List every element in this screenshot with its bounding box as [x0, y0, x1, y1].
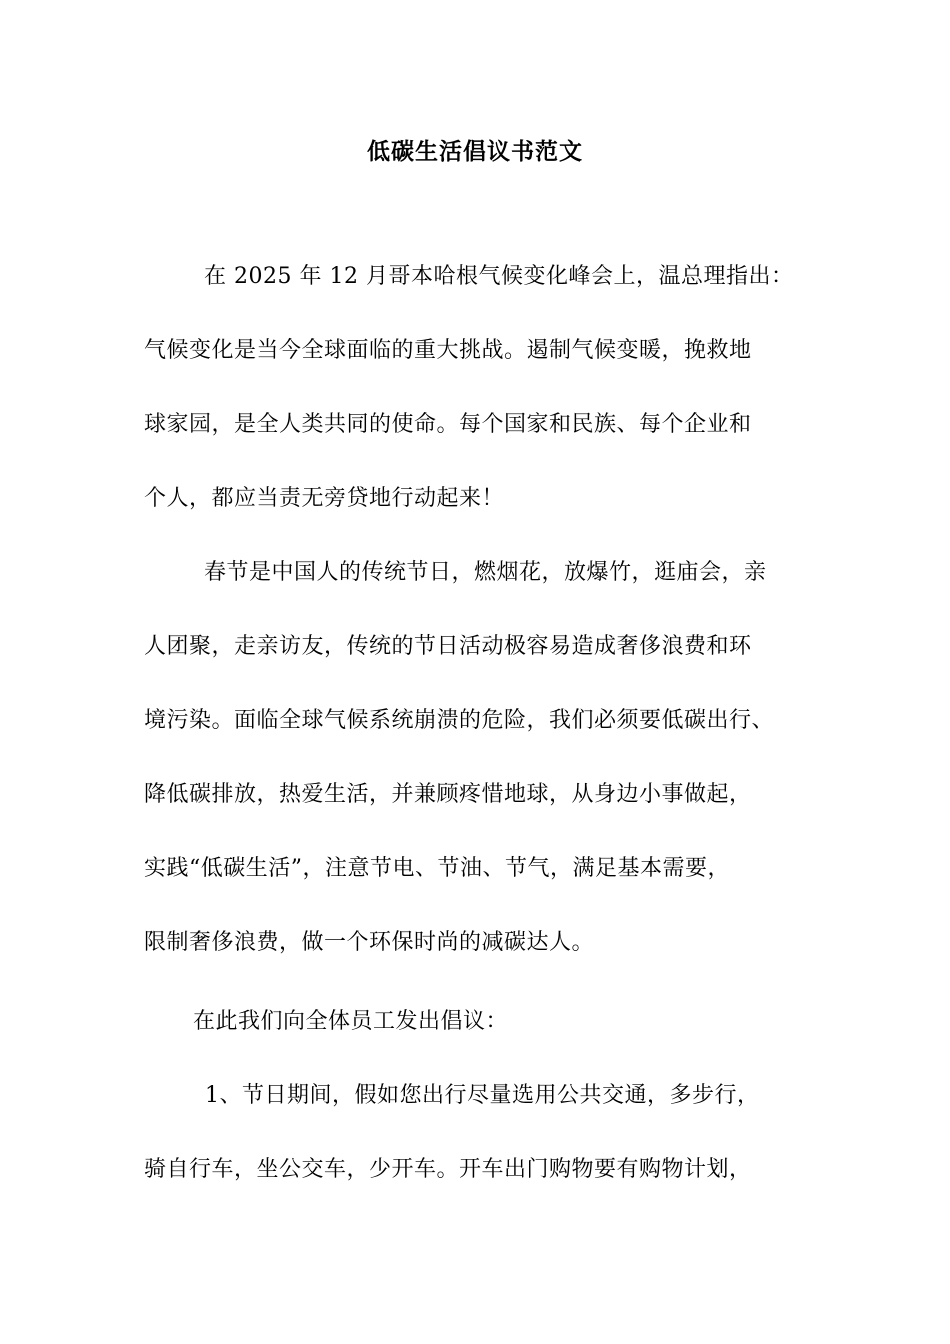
paragraph-line: 降低碳排放，热爱生活，并兼顾疼惜地球，从身边小事做起，: [144, 782, 752, 807]
paragraph-line: 骑自行车，坐公交车，少开车。开车出门购物要有购物计划，: [144, 1157, 752, 1182]
document-title: 低碳生活倡议书范文: [367, 138, 583, 165]
paragraph-line: 球家园，是全人类共同的使命。每个国家和民族、每个企业和: [144, 412, 752, 437]
paragraph-line: 个人，都应当责无旁贷地行动起来！: [144, 486, 505, 511]
paragraph-line: 春节是中国人的传统节日，燃烟花，放爆竹，逛庙会，亲: [204, 560, 767, 585]
paragraph-line: 实践“低碳生活”，注意节电、节油、节气，满足基本需要，: [144, 856, 730, 881]
paragraph-line: 限制奢侈浪费，做一个环保时尚的减碳达人。: [144, 930, 595, 955]
paragraph-line: 境污染。面临全球气候系统崩溃的危险，我们必须要低碳出行、: [144, 708, 775, 733]
paragraph-line: 气候变化是当今全球面临的重大挑战。遏制气候变暖，挽救地: [144, 338, 752, 363]
paragraph-line: 1、节日期间，假如您出行尽量选用公共交通，多步行，: [205, 1083, 760, 1108]
paragraph-line: 在此我们向全体员工发出倡议：: [193, 1009, 509, 1034]
paragraph-line: 在 2025 年 12 月哥本哈根气候变化峰会上，温总理指出：: [204, 264, 794, 289]
paragraph-line: 人团聚，走亲访友，传统的节日活动极容易造成奢侈浪费和环: [144, 634, 752, 659]
